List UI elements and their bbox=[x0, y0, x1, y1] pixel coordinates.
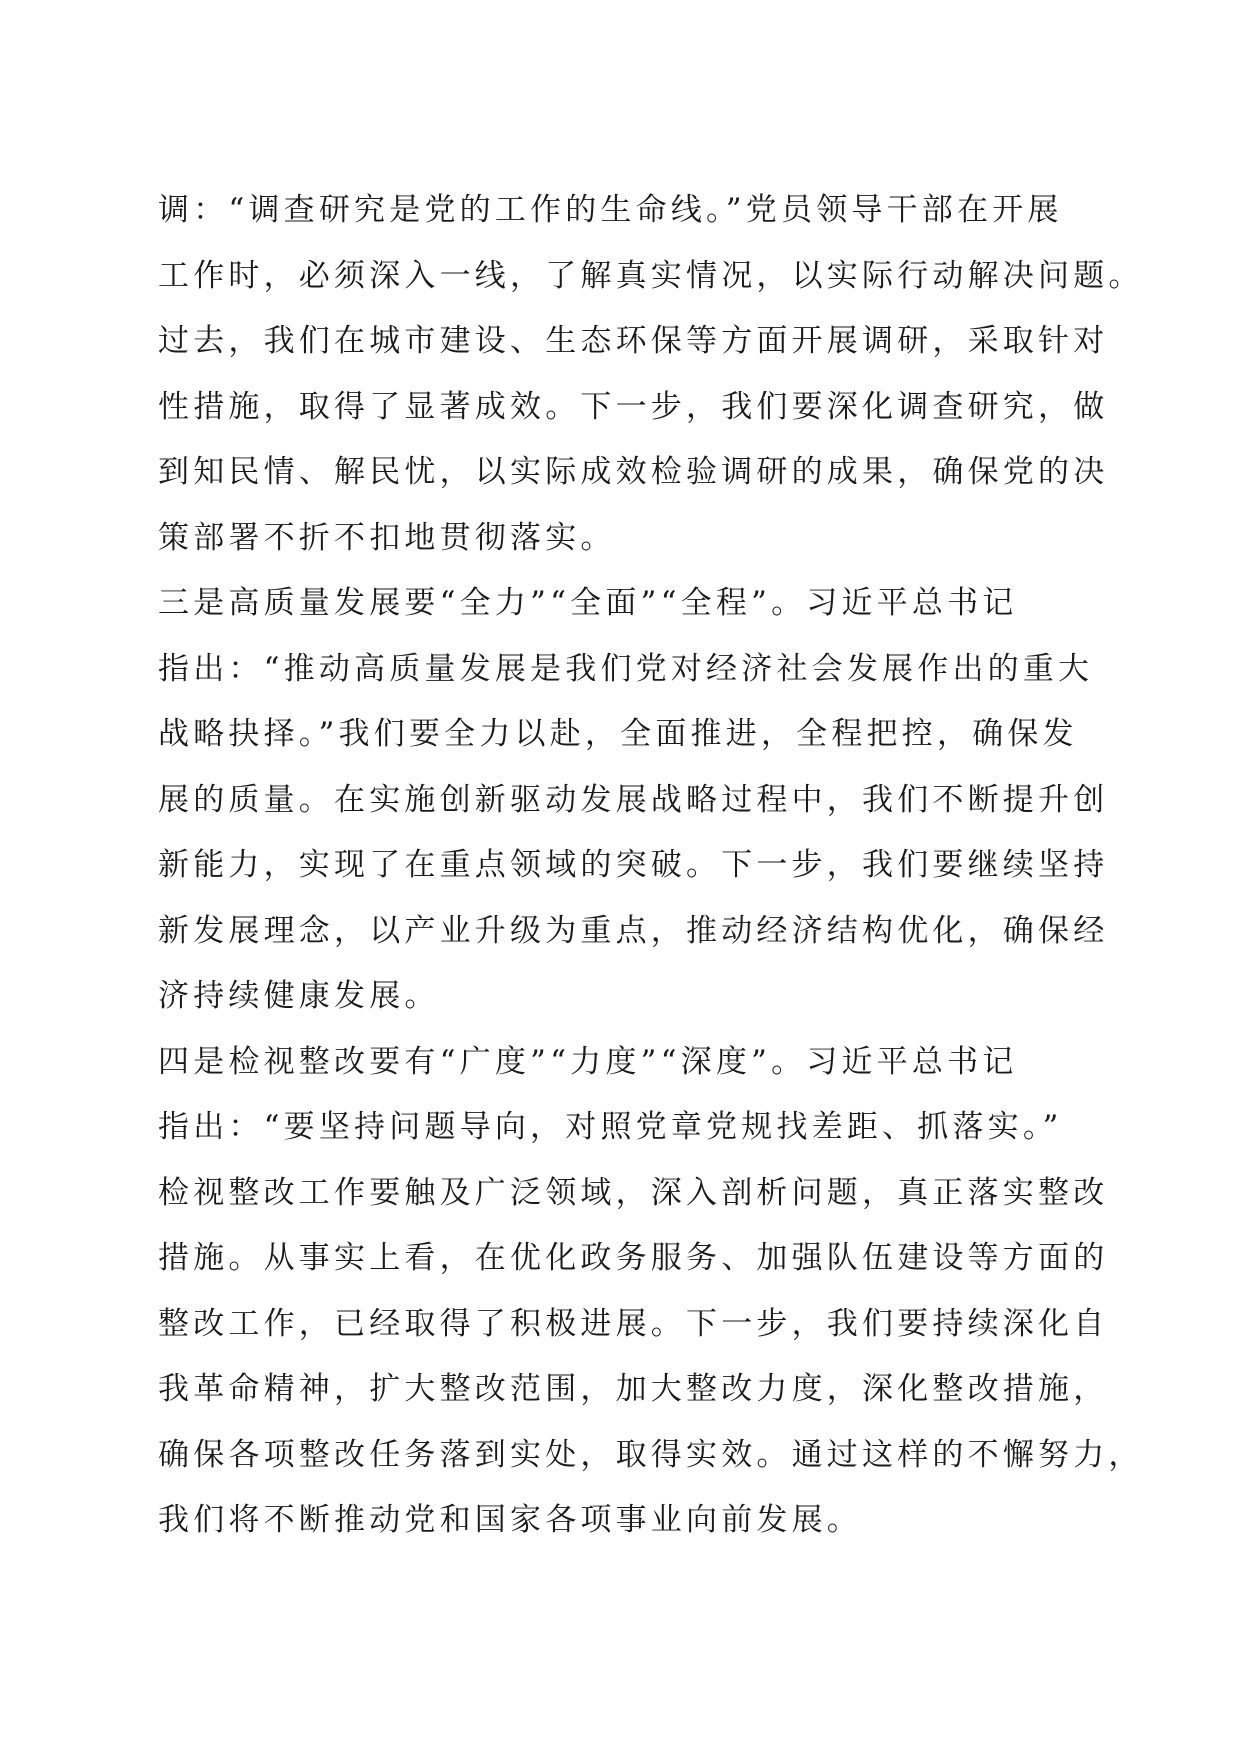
section-heading-line: 三是高质量发展要“全力”“全面”“全程”。习近平总书记 bbox=[158, 585, 1018, 621]
text-line: 新能力，实现了在重点领域的突破。下一步，我们要继续坚持 bbox=[158, 847, 1109, 883]
text-line: 到知民情、解民忧，以实际成效检验调研的成果，确保党的决 bbox=[158, 454, 1109, 490]
text-line: 新发展理念，以产业升级为重点，推动经济结构优化，确保经 bbox=[158, 912, 1109, 949]
text-line: 济持续健康发展。 bbox=[158, 978, 440, 1014]
text-line: 策部署不折不扣地贯彻落实。 bbox=[158, 519, 616, 556]
text-line: 展的质量。在实施创新驱动发展战略过程中，我们不断提升创 bbox=[158, 781, 1109, 818]
text-line: 确保各项整改任务落到实处，取得实效。通过这样的不懈努力， bbox=[158, 1436, 1144, 1473]
section-heading-line: 四是检视整改要有“广度”“力度”“深度”。习近平总书记 bbox=[158, 1043, 1018, 1080]
text-line: 我们将不断推动党和国家各项事业向前发展。 bbox=[158, 1502, 862, 1538]
text-line: 措施。从事实上看，在优化政务服务、加强队伍建设等方面的 bbox=[158, 1240, 1109, 1276]
text-line: 我革命精神，扩大整改范围，加大整改力度，深化整改措施， bbox=[158, 1371, 1109, 1407]
text-line: 过去，我们在城市建设、生态环保等方面开展调研，采取针对 bbox=[158, 323, 1109, 359]
body-text bbox=[158, 186, 1144, 1562]
text-line: 调：“调查研究是党的工作的生命线。”党员领导干部在开展 bbox=[158, 192, 1063, 228]
text-line: 指出：“要坚持问题导向，对照党章党规找差距、抓落实。” bbox=[158, 1109, 1063, 1145]
text-line: 指出：“推动高质量发展是我们党对经济社会发展作出的重大 bbox=[158, 650, 1094, 687]
text-line: 整改工作，已经取得了积极进展。下一步，我们要持续深化自 bbox=[158, 1305, 1109, 1342]
text-line: 检视整改工作要触及广泛领域，深入剖析问题，真正落实整改 bbox=[158, 1174, 1109, 1211]
text-line: 工作时，必须深入一线，了解真实情况，以实际行动解决问题。 bbox=[158, 257, 1144, 294]
text-line: 战略抉择。”我们要全力以赴，全面推进，全程把控，确保发 bbox=[158, 716, 1078, 752]
text-line: 性措施，取得了显著成效。下一步，我们要深化调查研究，做 bbox=[158, 388, 1109, 425]
